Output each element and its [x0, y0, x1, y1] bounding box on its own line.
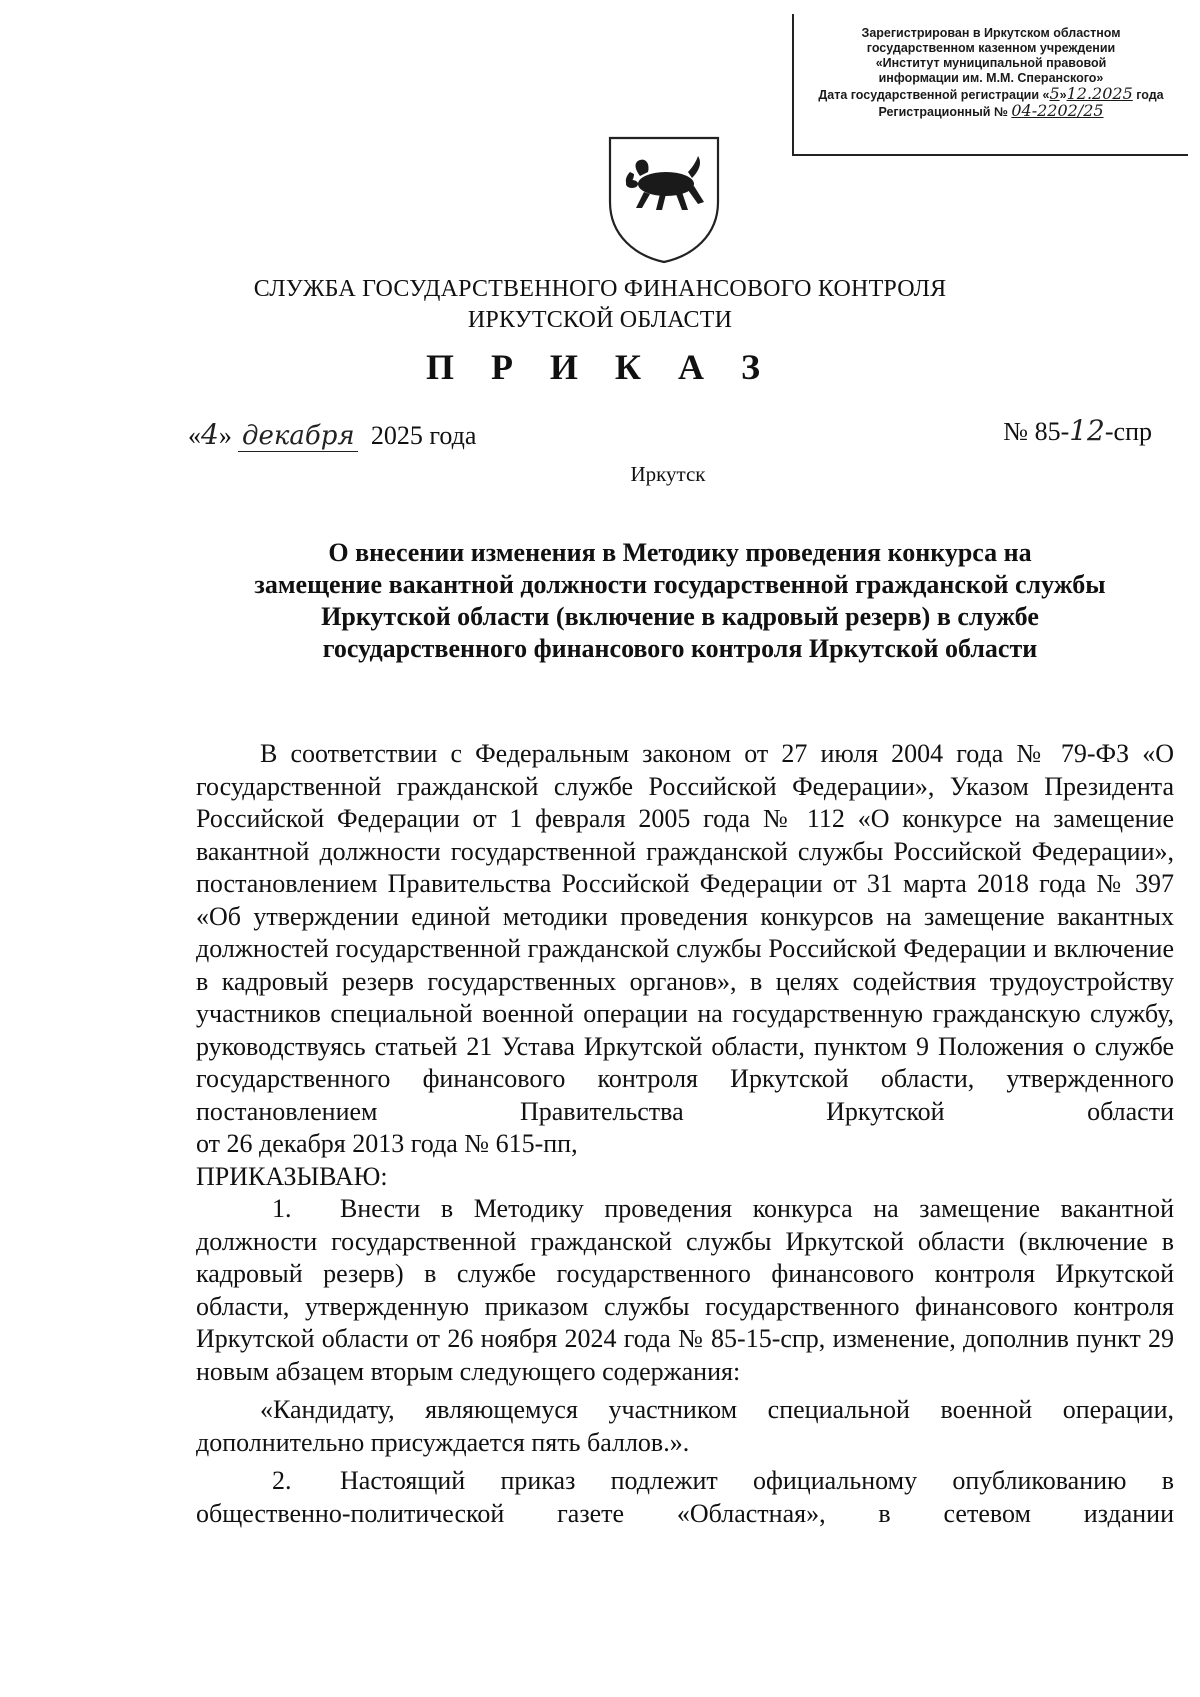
heading-line-2: замещение вакантной должности государственной гражданской службы — [254, 570, 1106, 599]
order-heading — [150, 537, 1200, 665]
irkutsk-coat-of-arms-icon — [604, 132, 724, 266]
order-date — [188, 418, 476, 458]
preamble-last-line: от 26 декабря 2013 года № 615-пп, — [196, 1129, 578, 1158]
stamp-date-day: 5 — [1049, 84, 1060, 103]
date-month-handwritten: декабря — [238, 421, 358, 452]
item-2-number: 2. — [272, 1466, 292, 1495]
order-word: ПРИКАЗЫВАЮ: — [196, 1161, 388, 1191]
item-1-number: 1. — [272, 1194, 292, 1223]
preamble-paragraph: В соответствии с Федеральным законом от 27 июля 2004 года № 79-ФЗ «О государственной гражданской службе Российской Федерации», Указом Президента Российской Федерации от 1 февраля 2005 года № 112 «О конкурсе на замещение вакантной должности государственной гражданской службы Российской Федерации», постановлением Правительства Российской Федерации от 31 марта 2018 года № 397 «Об утверждении единой методики проведения конкурсов на замещение вакантных должностей государственной гражданской службы Российской Федерации и включение в кадровый резерв государственных органов», в целях содействия трудоустройству участников специальной военной операции на государственную гражданскую службу, руководствуясь статьей 21 Устава Иркутской области, пунктом 9 Положения о службе государственного финансового контроля Иркутской области, утвержденного постановлением Правительства Иркутской области — [196, 739, 1174, 1126]
order-number-prefix: № 85- — [1003, 417, 1070, 446]
stamp-reg-prefix: Регистрационный № — [878, 105, 1008, 119]
stamp-date-mid: » — [1059, 88, 1067, 102]
stamp-line-2: государственном казенном учреждении — [866, 41, 1116, 55]
stamp-line-4: информации им. М.М. Сперанского» — [878, 71, 1104, 85]
stamp-registration-number — [794, 103, 1188, 120]
date-year: 2025 года — [370, 421, 477, 450]
date-day-handwritten: 4 — [201, 418, 219, 451]
order-number-suffix: -спр — [1104, 417, 1152, 446]
date-close-quote: » — [218, 421, 232, 450]
document-type-title: П Р И К А З — [425, 347, 775, 387]
city: Иркутск — [630, 462, 706, 486]
item-2-text: Настоящий приказ подлежит официальному опубликованию в общественно-политической газете «Областная», в сетевом издании — [196, 1466, 1174, 1528]
registration-stamp — [792, 14, 1188, 156]
stamp-line-1: Зарегистрирован в Иркутском областном — [861, 26, 1121, 40]
stamp-date-month-year: 12.2025 — [1066, 84, 1133, 103]
stamp-registration-date — [794, 86, 1188, 103]
order-number-handwritten: 12 — [1069, 414, 1105, 447]
order-number — [1003, 414, 1152, 447]
stamp-reg-number: 04-2202/25 — [1011, 101, 1104, 120]
item-1-text: Внести в Методику проведения конкурса на замещение вакантной должности государственной гражданской службы Иркутской области (включение в кадровый резерв) в службе государственного финансового контроля Иркутской области, утвержденную приказом службы государственного финансового контроля Иркутской области от 26 ноября 2024 года № 85-15-спр, изменение, дополнив пункт 29 новым абзацем вторым следующего содержания: — [196, 1194, 1174, 1386]
order-body — [196, 738, 1174, 1530]
heading-line-4: государственного финансового контроля Иркутской области — [322, 634, 1038, 663]
heading-line-3: Иркутской области (включение в кадровый резерв) в службе — [321, 602, 1039, 631]
stamp-line-3: «Институт муниципальной правовой — [875, 56, 1107, 70]
organization-name-line-1: СЛУЖБА ГОСУДАРСТВЕННОГО ФИНАНСОВОГО КОНТРОЛЯ — [253, 276, 947, 302]
date-open-quote: « — [188, 421, 201, 450]
heading-line-1: О внесении изменения в Методику проведения конкурса на — [328, 538, 1032, 567]
item-2 — [196, 1465, 1174, 1530]
organization-name-line-2: ИРКУТСКОЙ ОБЛАСТИ — [467, 307, 733, 333]
stamp-date-suffix: года — [1136, 88, 1164, 102]
stamp-date-prefix: Дата государственной регистрации « — [818, 88, 1050, 102]
quote-paragraph: «Кандидату, являющемуся участником специальной военной операции, дополнительно присуждается пять баллов.». — [196, 1395, 1174, 1457]
item-1 — [196, 1193, 1174, 1388]
